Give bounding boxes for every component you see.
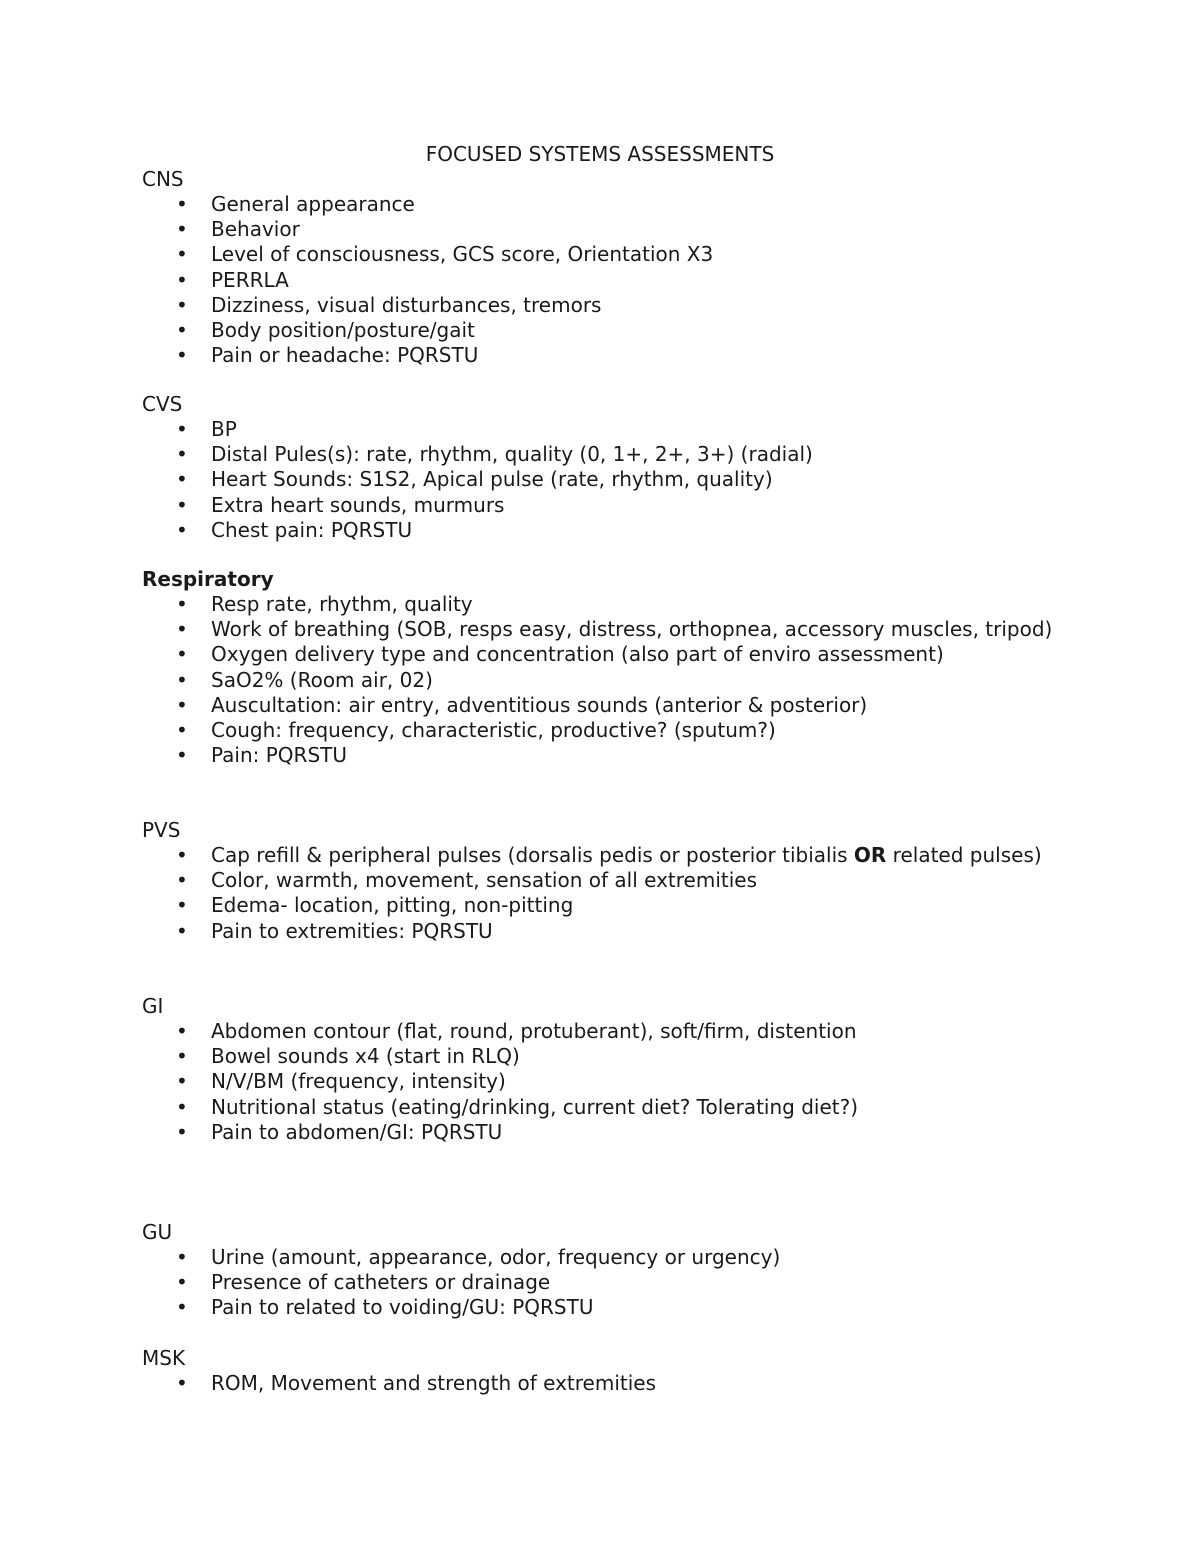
- list-item: [142, 718, 1062, 743]
- item-text-after: related pulses): [886, 843, 1042, 867]
- bullet-icon: •: [176, 1295, 188, 1320]
- msk-list: [142, 1371, 1062, 1396]
- list-item: [142, 693, 1062, 718]
- bullet-icon: •: [176, 918, 188, 943]
- list-item: [142, 617, 1062, 642]
- bullet-icon: •: [176, 1069, 188, 1094]
- list-item: [142, 642, 1062, 667]
- section-gu: [142, 1220, 1062, 1321]
- list-item: [142, 217, 1062, 242]
- list-item: [142, 868, 1062, 893]
- item-text-before: Cap refill & peripheral pulses (dorsalis pedis or posterior tibialis: [211, 843, 854, 867]
- cvs-list: [142, 417, 1062, 543]
- respiratory-list: [142, 592, 1062, 768]
- bullet-icon: •: [176, 718, 188, 743]
- item-text: Pain or headache: PQRSTU: [211, 343, 479, 368]
- bullet-icon: •: [176, 1094, 188, 1119]
- list-item: [142, 1120, 1062, 1145]
- item-text: Color, warmth, movement, sensation of all extremities: [211, 868, 757, 893]
- item-text: Auscultation: air entry, adventitious sounds (anterior & posterior): [211, 692, 868, 717]
- item-text: Behavior: [211, 217, 300, 242]
- item-text: Oxygen delivery type and concentration (also part of enviro assessment): [211, 642, 944, 667]
- item-text: Urine (amount, appearance, odor, frequency or urgency): [211, 1245, 781, 1269]
- section-pvs: [142, 818, 1062, 944]
- item-text: Pain to extremities: PQRSTU: [211, 918, 493, 943]
- bullet-icon: •: [176, 692, 188, 717]
- bullet-icon: •: [176, 743, 188, 768]
- item-text: Pain: PQRSTU: [211, 743, 347, 768]
- bullet-icon: •: [176, 843, 188, 867]
- item-text: ROM, Movement and strength of extremities: [211, 1371, 656, 1395]
- item-text: Chest pain: PQRSTU: [211, 517, 413, 542]
- section-heading-cns: CNS: [142, 167, 184, 191]
- item-text: Body position/posture/gait: [211, 318, 475, 343]
- item-text: Nutritional status (eating/drinking, current diet? Tolerating diet?): [211, 1094, 859, 1119]
- list-item: [142, 843, 1062, 868]
- list-item: [142, 417, 1062, 442]
- section-cns: [142, 167, 1062, 368]
- list-item: [142, 919, 1062, 944]
- bullet-icon: •: [176, 517, 188, 542]
- item-text: SaO2% (Room air, 02): [211, 667, 433, 692]
- section-msk: [142, 1346, 1062, 1396]
- list-item: [142, 442, 1062, 467]
- item-text: Dizziness, visual disturbances, tremors: [211, 292, 602, 317]
- item-text: Resp rate, rhythm, quality: [211, 592, 473, 616]
- list-item: [142, 743, 1062, 768]
- bullet-icon: •: [176, 617, 188, 642]
- list-item: [142, 293, 1062, 318]
- item-text: Bowel sounds x4 (start in RLQ): [211, 1044, 520, 1069]
- item-text: PERRLA: [211, 267, 289, 292]
- item-text: BP: [211, 417, 237, 441]
- item-text: Cough: frequency, characteristic, productive? (sputum?): [211, 718, 776, 743]
- list-item: [142, 592, 1062, 617]
- cns-list: [142, 192, 1062, 368]
- list-item: [142, 1371, 1062, 1396]
- list-item: [142, 242, 1062, 267]
- section-heading-gi: GI: [142, 994, 164, 1018]
- section-heading-cvs: CVS: [142, 392, 183, 416]
- gu-list: [142, 1245, 1062, 1321]
- list-item: [142, 192, 1062, 217]
- list-item: [142, 493, 1062, 518]
- bullet-icon: •: [176, 1270, 188, 1295]
- bullet-icon: •: [176, 318, 188, 343]
- item-text: Edema- location, pitting, non-pitting: [211, 893, 574, 918]
- bullet-icon: •: [176, 242, 188, 267]
- list-item: [142, 1044, 1062, 1069]
- pvs-list: [142, 843, 1062, 944]
- bullet-icon: •: [176, 1245, 188, 1269]
- item-text: Abdomen contour (flat, round, protuberant), soft/firm, distention: [211, 1019, 857, 1043]
- bullet-icon: •: [176, 893, 188, 918]
- bullet-icon: •: [176, 417, 188, 441]
- item-text: Pain to abdomen/GI: PQRSTU: [211, 1119, 503, 1144]
- list-item: [142, 1019, 1062, 1044]
- item-text: Extra heart sounds, murmurs: [211, 492, 505, 517]
- bullet-icon: •: [176, 192, 188, 216]
- list-item: [142, 518, 1062, 543]
- bullet-icon: •: [176, 1019, 188, 1043]
- list-item: [142, 343, 1062, 368]
- list-item: [142, 1069, 1062, 1094]
- bullet-icon: •: [176, 1371, 188, 1395]
- section-heading-respiratory: Respiratory: [142, 567, 274, 591]
- list-item: [142, 1295, 1062, 1320]
- section-cvs: [142, 392, 1062, 543]
- list-item: [142, 1245, 1062, 1270]
- section-respiratory: [142, 567, 1062, 768]
- section-heading-pvs: PVS: [142, 818, 181, 842]
- list-item: [142, 467, 1062, 492]
- gi-list: [142, 1019, 1062, 1145]
- bullet-icon: •: [176, 467, 188, 492]
- bullet-icon: •: [176, 1119, 188, 1144]
- list-item: [142, 1270, 1062, 1295]
- list-item: [142, 1095, 1062, 1120]
- item-text: General appearance: [211, 192, 415, 216]
- item-text: Pain to related to voiding/GU: PQRSTU: [211, 1295, 594, 1320]
- item-text: N/V/BM (frequency, intensity): [211, 1069, 506, 1094]
- document-title: FOCUSED SYSTEMS ASSESSMENTS: [425, 142, 775, 166]
- bullet-icon: •: [176, 592, 188, 616]
- bullet-icon: •: [176, 292, 188, 317]
- section-gi: [142, 994, 1062, 1145]
- section-heading-msk: MSK: [142, 1346, 186, 1370]
- item-text: Distal Pules(s): rate, rhythm, quality (0, 1+, 2+, 3+) (radial): [211, 442, 813, 467]
- bullet-icon: •: [176, 217, 188, 242]
- bullet-icon: •: [176, 267, 188, 292]
- item-text: Presence of catheters or drainage: [211, 1270, 551, 1295]
- section-heading-gu: GU: [142, 1220, 173, 1244]
- list-item: [142, 668, 1062, 693]
- bullet-icon: •: [176, 1044, 188, 1069]
- bullet-icon: •: [176, 868, 188, 893]
- list-item: [142, 318, 1062, 343]
- bullet-icon: •: [176, 492, 188, 517]
- item-text: Level of consciousness, GCS score, Orientation X3: [211, 242, 714, 267]
- bullet-icon: •: [176, 343, 188, 368]
- bullet-icon: •: [176, 642, 188, 667]
- list-item: [142, 268, 1062, 293]
- list-item: [142, 893, 1062, 918]
- bullet-icon: •: [176, 442, 188, 467]
- item-text-emphasis: OR: [853, 843, 887, 867]
- item-text: Heart Sounds: S1S2, Apical pulse (rate, rhythm, quality): [211, 467, 773, 492]
- bullet-icon: •: [176, 667, 188, 692]
- item-text: Work of breathing (SOB, resps easy, distress, orthopnea, accessory muscles, tripod): [211, 617, 1053, 642]
